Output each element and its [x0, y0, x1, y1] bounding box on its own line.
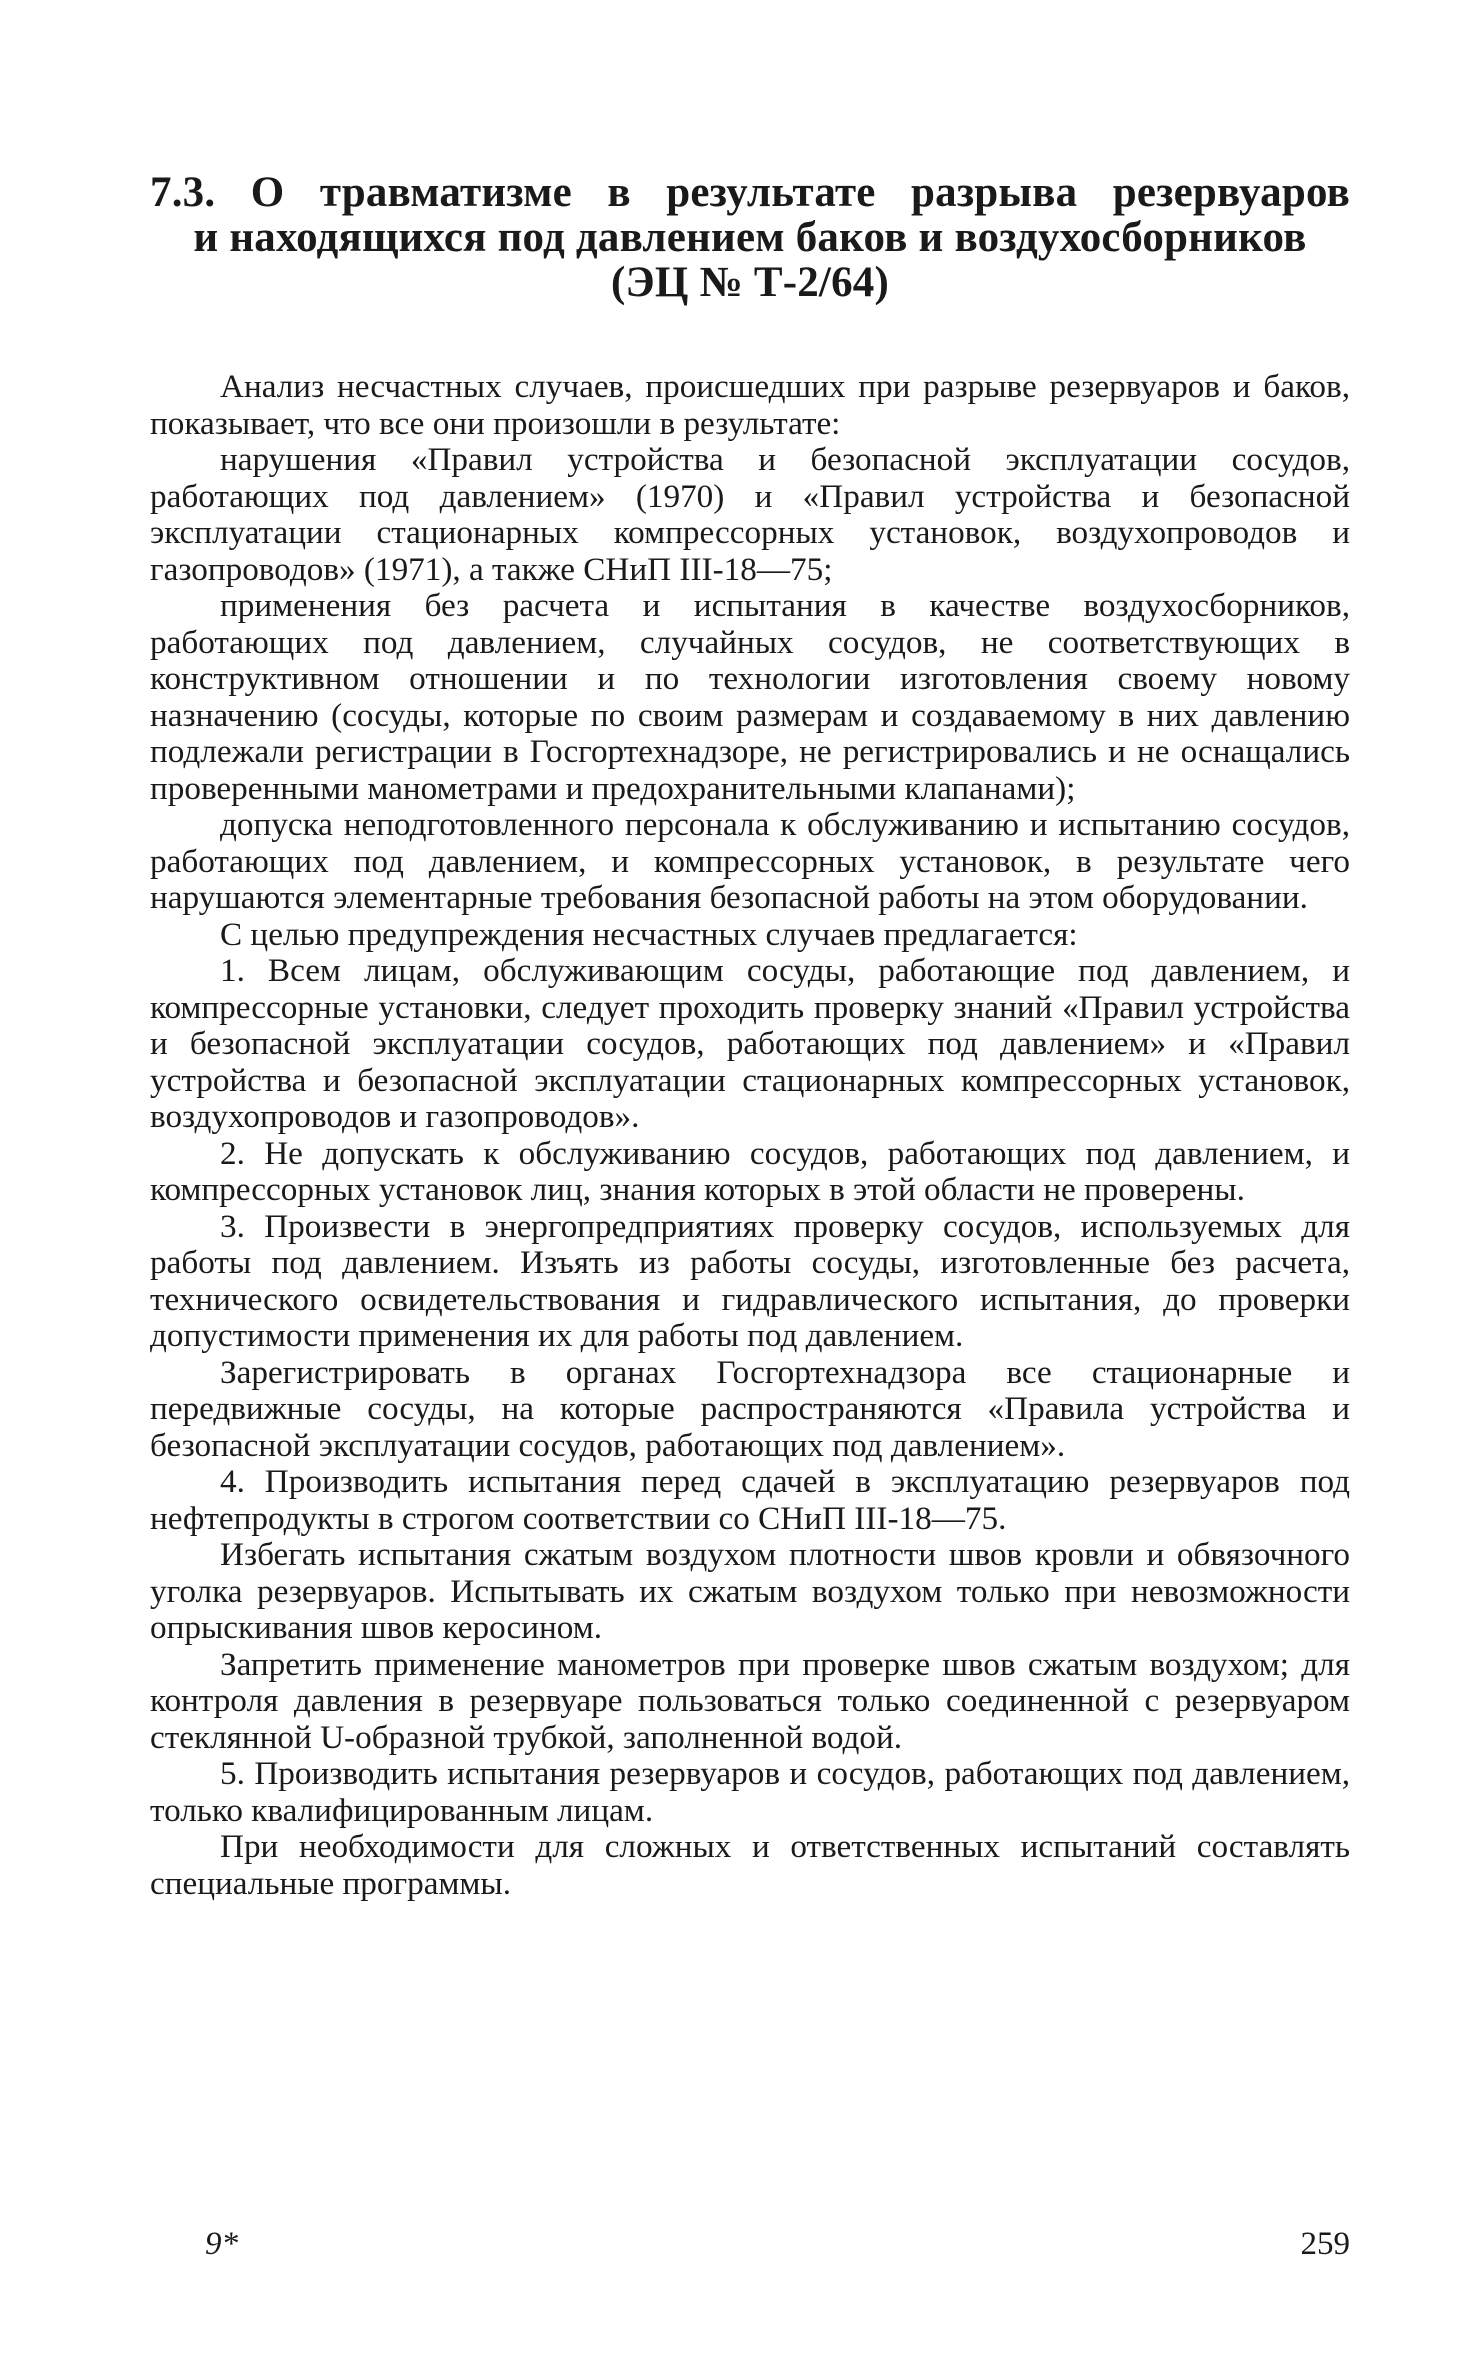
- paragraph-cause-2: применения без расчета и испытания в качестве воздухосборников, работающих под давлением, случайных сосудов, не соответствующих в конструктивном отношении и по технологии изготовления своему новому назначению (сосуды, которые по своим размерам и создаваемому в них давлению подлежали регистрации в Госгортехнадзоре, не регистрировались и не оснащались проверенными манометрами и предохранительными клапанами);: [150, 587, 1350, 807]
- paragraph-item-3-registration: Зарегистрировать в органах Госгортехнадзора все стационарные и передвижные сосуды, на которые распространяются «Правила устройства и безопасной эксплуатации сосудов, работающих под давлением».: [150, 1353, 1350, 1464]
- body-text: [150, 369, 1350, 1902]
- paragraph-item-4-manometers: Запретить применение манометров при проверке швов сжатым воздухом; для контроля давления в резервуаре пользоваться только соединенной с резервуаром стеклянной U-образной трубкой, заполненной водой.: [150, 1645, 1350, 1756]
- section-title-line-2: и находящихся под давлением баков и воздухосборников: [193, 214, 1307, 261]
- paragraph-item-4: 4. Производить испытания перед сдачей в эксплуатацию резервуаров под нефтепродукты в строгом соответствии со СНиП III-18—75.: [150, 1463, 1350, 1537]
- signature-mark: 9*: [205, 2226, 238, 2262]
- paragraph-item-4-air-test: Избегать испытания сжатым воздухом плотности швов кровли и обвязочного уголка резервуаров. Испытывать их сжатым воздухом только при невозможности опрыскивания швов керосином.: [150, 1536, 1350, 1646]
- section-title-line-1: 7.3. О травматизме в результате разрыва резервуаров: [150, 169, 1350, 216]
- paragraph-item-3: 3. Произвести в энергопредприятиях проверку сосудов, используемых для работы под давлением. Изъять из работы сосуды, изготовленные без расчета, технического освидетельствования и гидравлического испытания, до проверки допустимости применения их для работы под давлением.: [150, 1207, 1350, 1354]
- paragraph-item-5: 5. Производить испытания резервуаров и сосудов, работающих под давлением, только квалифицированным лицам.: [150, 1755, 1350, 1829]
- paragraph-intro: Анализ несчастных случаев, происшедших при разрыве резервуаров и баков, показывает, что все они произошли в результате:: [150, 368, 1350, 442]
- section-title-line-3: (ЭЦ № Т-2/64): [610, 259, 889, 306]
- page-content: [150, 170, 1350, 1902]
- section-title: [150, 170, 1350, 305]
- paragraph-cause-1: нарушения «Правил устройства и безопасной эксплуатации сосудов, работающих под давлением» (1970) и «Правил устройства и безопасной эксплуатации стационарных компрессорных установок, воздухопроводов и газопроводов» (1971), а также СНиП III-18—75;: [150, 441, 1350, 588]
- page-number: 259: [1300, 2226, 1350, 2262]
- paragraph-item-2: 2. Не допускать к обслуживанию сосудов, работающих под давлением, и компрессорных установок лиц, знания которых в этой области не проверены.: [150, 1134, 1350, 1208]
- paragraph-cause-3: допуска неподготовленного персонала к обслуживанию и испытанию сосудов, работающих под давлением, и компрессорных установок, в результате чего нарушаются элементарные требования безопасной работы на этом оборудовании.: [150, 806, 1350, 916]
- paragraph-item-5-programs: При необходимости для сложных и ответственных испытаний составлять специальные программы.: [150, 1828, 1350, 1902]
- paragraph-proposal-intro: С целью предупреждения несчастных случаев предлагается:: [220, 915, 1078, 953]
- paragraph-item-1: 1. Всем лицам, обслуживающим сосуды, работающие под давлением, и компрессорные установки, следует проходить проверку знаний «Правил устройства и безопасной эксплуатации сосудов, работающих под давлением» и «Правил устройства и безопасной эксплуатации стационарных компрессорных установок, воздухопроводов и газопроводов».: [150, 952, 1350, 1135]
